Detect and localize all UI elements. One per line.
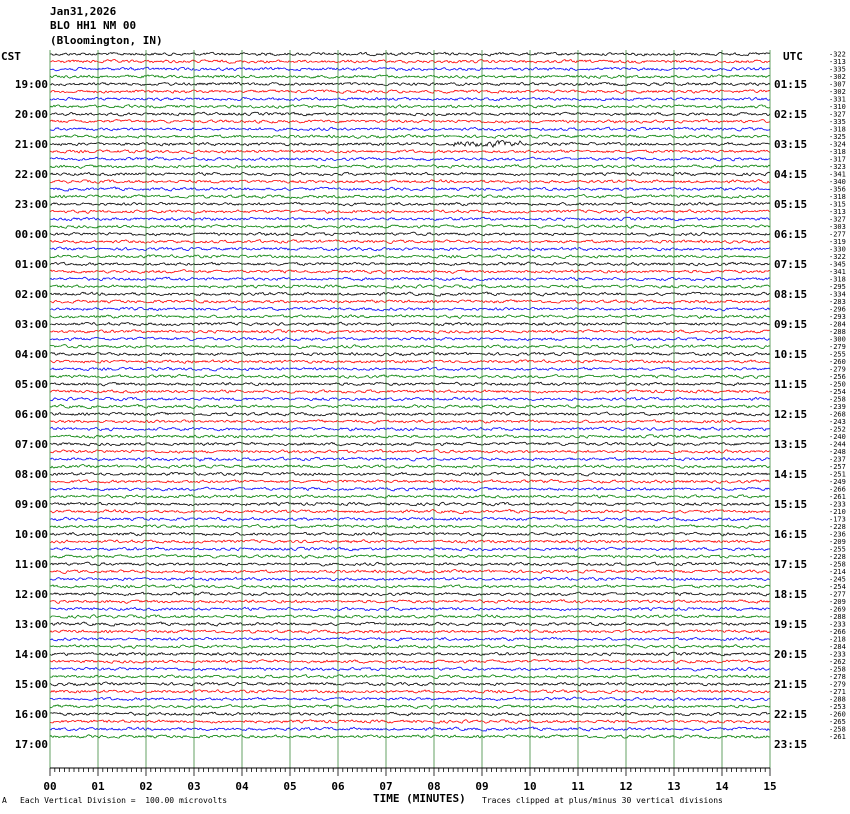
x-tick-label: 08 <box>427 780 441 793</box>
x-tick-label: 07 <box>379 780 393 793</box>
trace-line <box>50 607 770 610</box>
left-hour-label: 20:00 <box>14 108 48 121</box>
trace-offset-label: -283 <box>829 298 846 306</box>
trace-offset-label: -269 <box>829 605 846 614</box>
trace-offset-label: -277 <box>829 230 846 239</box>
trace-offset-label: -310 <box>829 103 846 111</box>
trace-line <box>50 157 770 161</box>
footer-mark: A <box>2 796 7 805</box>
trace-offset-label: -256 <box>829 373 846 381</box>
trace-offset-label: -255 <box>829 350 846 359</box>
trace-offset-label: -288 <box>829 328 846 336</box>
trace-offset-label: -258 <box>829 560 846 569</box>
trace-offset-label: -265 <box>829 718 846 726</box>
trace-line <box>50 547 770 551</box>
trace-offset-label: -345 <box>829 260 846 269</box>
trace-line <box>50 622 770 626</box>
trace-offset-label: -228 <box>829 553 846 561</box>
right-hour-label: 23:15 <box>774 738 808 751</box>
plot-date: Jan31,2026 <box>50 5 117 18</box>
trace-offset-label: -317 <box>829 155 846 164</box>
trace-line <box>50 217 770 221</box>
x-tick-label: 15 <box>763 780 777 793</box>
trace-offset-label: -260 <box>829 358 846 366</box>
trace-offset-label: -254 <box>829 583 846 591</box>
trace-offset-label: -322 <box>829 253 846 261</box>
trace-line <box>50 292 770 296</box>
trace-offset-label: -295 <box>829 283 846 291</box>
trace-line <box>50 540 770 544</box>
trace-line <box>50 195 770 199</box>
right-hour-label: 06:15 <box>774 228 808 241</box>
trace-offset-label: -340 <box>829 178 846 186</box>
trace-offset-label: -255 <box>829 545 846 554</box>
x-tick-label: 03 <box>187 780 201 793</box>
left-hour-label: 01:00 <box>14 258 48 271</box>
trace-line <box>50 495 770 499</box>
trace-offset-label: -218 <box>829 635 846 644</box>
trace-offset-label: -327 <box>829 110 846 119</box>
trace-line <box>50 141 770 148</box>
trace-offset-label: -261 <box>829 493 846 501</box>
trace-line <box>50 270 770 274</box>
trace-line <box>50 187 770 191</box>
trace-line <box>50 277 770 281</box>
right-hour-label: 01:15 <box>774 78 808 91</box>
trace-offset-label: -214 <box>829 568 846 576</box>
x-tick-label: 13 <box>667 780 681 793</box>
trace-line <box>50 652 770 656</box>
trace-line <box>50 255 770 259</box>
trace-line <box>50 517 770 521</box>
trace-offset-label: -341 <box>829 170 846 179</box>
trace-line <box>50 90 770 94</box>
trace-offset-label: -279 <box>829 365 846 374</box>
left-hour-label: 04:00 <box>14 348 48 361</box>
trace-line <box>50 180 770 184</box>
right-hour-label: 04:15 <box>774 168 808 181</box>
right-hour-label: 20:15 <box>774 648 808 661</box>
right-hour-label: 18:15 <box>774 588 808 601</box>
trace-line <box>50 464 770 468</box>
trace-offset-label: -258 <box>829 725 846 734</box>
x-tick-label: 04 <box>235 780 249 793</box>
trace-offset-label: -240 <box>829 433 846 441</box>
trace-line <box>50 682 770 686</box>
trace-line <box>50 577 770 581</box>
x-tick-label: 10 <box>523 780 537 793</box>
trace-line <box>50 262 770 266</box>
trace-line <box>50 112 770 116</box>
trace-offset-label: -236 <box>829 530 846 539</box>
trace-offset-label: -260 <box>829 710 846 719</box>
trace-offset-label: -266 <box>829 485 846 494</box>
trace-offset-label: -293 <box>829 313 846 321</box>
trace-line <box>50 367 770 371</box>
trace-line <box>50 427 770 431</box>
x-tick-label: 11 <box>571 780 585 793</box>
trace-line <box>50 232 770 236</box>
trace-offset-label: -278 <box>829 673 846 681</box>
trace-offset-label: -296 <box>829 305 846 314</box>
trace-line <box>50 480 770 484</box>
trace-line <box>50 105 770 109</box>
trace-offset-label: -277 <box>829 590 846 599</box>
trace-line <box>50 127 770 131</box>
trace-line <box>50 52 770 56</box>
left-timezone: CST <box>1 50 21 63</box>
trace-offset-label: -302 <box>829 88 846 96</box>
right-hour-label: 09:15 <box>774 318 808 331</box>
trace-line <box>50 307 770 311</box>
trace-offset-label: -323 <box>829 163 846 171</box>
trace-line <box>50 210 770 214</box>
trace-line <box>50 300 770 304</box>
left-hour-label: 16:00 <box>14 708 48 721</box>
trace-offset-label: -228 <box>829 523 846 531</box>
trace-offset-label: -284 <box>829 320 846 329</box>
trace-line <box>50 225 770 229</box>
trace-line <box>50 592 770 596</box>
left-hour-label: 10:00 <box>14 528 48 541</box>
trace-line <box>50 330 770 334</box>
left-hour-label: 11:00 <box>14 558 48 571</box>
left-hour-label: 19:00 <box>14 78 48 91</box>
trace-offset-label: -233 <box>829 650 846 659</box>
left-hour-label: 17:00 <box>14 738 48 751</box>
trace-line <box>50 285 770 289</box>
left-hour-label: 00:00 <box>14 228 48 241</box>
trace-offset-label: -248 <box>829 448 846 456</box>
trace-line <box>50 637 770 641</box>
trace-offset-label: -245 <box>829 575 846 584</box>
trace-offset-label: -331 <box>829 95 846 104</box>
trace-offset-label: -243 <box>829 418 846 426</box>
left-hour-label: 21:00 <box>14 138 48 151</box>
trace-line <box>50 375 770 379</box>
trace-offset-label: -288 <box>829 695 846 704</box>
trace-line <box>50 397 770 401</box>
trace-offset-label: -288 <box>829 613 846 621</box>
trace-line <box>50 75 770 79</box>
left-hour-label: 15:00 <box>14 678 48 691</box>
trace-offset-label: -251 <box>829 470 846 479</box>
trace-line <box>50 510 770 514</box>
trace-offset-label: -324 <box>829 140 846 149</box>
trace-lines <box>50 52 770 738</box>
trace-offset-label: -237 <box>829 455 846 464</box>
trace-offset-label: -307 <box>829 80 846 89</box>
trace-line <box>50 240 770 244</box>
trace-line <box>50 345 770 349</box>
trace-offset-label: -356 <box>829 185 846 194</box>
right-timezone: UTC <box>783 50 803 63</box>
left-hour-label: 08:00 <box>14 468 48 481</box>
trace-line <box>50 412 770 416</box>
trace-offset-label: -341 <box>829 268 846 276</box>
trace-line <box>50 352 770 356</box>
clip-note: Traces clipped at plus/minus 30 vertical divisions <box>482 796 723 805</box>
trace-offset-label: -254 <box>829 388 846 396</box>
trace-offset-label: -334 <box>829 290 846 299</box>
trace-line <box>50 585 770 589</box>
trace-offset-label: -313 <box>829 58 846 66</box>
trace-offset-label: -209 <box>829 538 846 546</box>
trace-line <box>50 382 770 386</box>
trace-line <box>50 727 770 731</box>
trace-offset-label: -318 <box>829 125 846 134</box>
x-tick-label: 05 <box>283 780 297 793</box>
trace-offset-label: -258 <box>829 395 846 404</box>
trace-offset-label: -268 <box>829 410 846 419</box>
trace-offset-label: -252 <box>829 425 846 434</box>
left-hour-label: 06:00 <box>14 408 48 421</box>
trace-line <box>50 450 770 454</box>
trace-line <box>50 735 770 739</box>
trace-offset-label: -327 <box>829 215 846 224</box>
right-hour-label: 02:15 <box>774 108 808 121</box>
trace-offset-label: -271 <box>829 688 846 696</box>
trace-line <box>50 720 770 724</box>
left-hour-label: 13:00 <box>14 618 48 631</box>
left-hour-label: 14:00 <box>14 648 48 661</box>
trace-line <box>50 390 770 393</box>
left-hour-label: 03:00 <box>14 318 48 331</box>
trace-offset-label: -262 <box>829 658 846 666</box>
trace-offset-label: -249 <box>829 478 846 486</box>
trace-offset-label: -210 <box>829 508 846 516</box>
trace-offset-label: -257 <box>829 463 846 471</box>
trace-line <box>50 667 770 671</box>
trace-line <box>50 360 770 364</box>
left-hour-label: 07:00 <box>14 438 48 451</box>
trace-line <box>50 315 770 319</box>
x-tick-label: 06 <box>331 780 345 793</box>
trace-line <box>50 615 770 619</box>
right-hour-label: 17:15 <box>774 558 808 571</box>
trace-offset-label: -318 <box>829 275 846 284</box>
trace-line <box>50 337 770 341</box>
trace-offset-label: -266 <box>829 628 846 636</box>
trace-line <box>50 67 770 71</box>
trace-offset-label: -300 <box>829 335 846 344</box>
trace-line <box>50 165 770 169</box>
trace-line <box>50 705 770 709</box>
right-hour-label: 07:15 <box>774 258 808 271</box>
trace-offset-label: -319 <box>829 238 846 246</box>
trace-offset-label: -173 <box>829 515 846 524</box>
trace-line <box>50 712 770 716</box>
trace-offset-label: -315 <box>829 200 846 209</box>
trace-offset-label: -284 <box>829 643 846 651</box>
trace-line <box>50 172 770 176</box>
trace-offset-label: -233 <box>829 620 846 629</box>
trace-line <box>50 525 770 529</box>
trace-offset-label: -239 <box>829 403 846 411</box>
trace-line <box>50 532 770 536</box>
trace-offset-label: -335 <box>829 118 846 126</box>
trace-offset-label: -325 <box>829 133 846 141</box>
trace-line <box>50 202 770 206</box>
scale-note: Each Vertical Division = 100.00 microvolts <box>20 796 228 805</box>
right-hour-label: 10:15 <box>774 348 808 361</box>
trace-line <box>50 442 770 446</box>
trace-offset-labels <box>829 51 846 742</box>
trace-offset-label: -318 <box>829 148 846 156</box>
trace-line <box>50 630 770 634</box>
trace-line <box>50 555 770 559</box>
x-tick-label: 02 <box>139 780 153 793</box>
station-code: BLO HH1 NM 00 <box>50 19 137 32</box>
x-tick-label: 09 <box>475 780 489 793</box>
trace-offset-label: -313 <box>829 208 846 216</box>
x-tick-label: 01 <box>91 780 105 793</box>
trace-line <box>50 502 770 506</box>
trace-line <box>50 420 770 424</box>
trace-offset-label: -244 <box>829 440 846 449</box>
right-hour-label: 21:15 <box>774 678 808 691</box>
left-hour-label: 09:00 <box>14 498 48 511</box>
x-tick-label: 00 <box>43 780 57 793</box>
trace-offset-label: -322 <box>829 50 846 59</box>
left-hour-label: 05:00 <box>14 378 48 391</box>
trace-offset-label: -302 <box>829 73 846 81</box>
trace-line <box>50 435 770 439</box>
trace-offset-label: -279 <box>829 680 846 689</box>
trace-line <box>50 675 770 679</box>
x-tick-label: 12 <box>619 780 633 793</box>
right-hour-label: 22:15 <box>774 708 808 721</box>
trace-offset-label: -209 <box>829 598 846 606</box>
trace-offset-label: -318 <box>829 193 846 201</box>
trace-line <box>50 472 770 476</box>
trace-line <box>50 487 770 491</box>
right-hour-label: 16:15 <box>774 528 808 541</box>
trace-line <box>50 405 770 409</box>
trace-line <box>50 569 770 573</box>
trace-line <box>50 645 770 649</box>
right-hour-label: 19:15 <box>774 618 808 631</box>
left-hour-label: 23:00 <box>14 198 48 211</box>
trace-line <box>50 697 770 701</box>
trace-line <box>50 120 770 124</box>
trace-line <box>50 322 770 326</box>
station-location: (Bloomington, IN) <box>50 34 163 47</box>
x-axis-label: TIME (MINUTES) <box>373 792 466 805</box>
trace-line <box>50 562 770 566</box>
trace-line <box>50 247 770 251</box>
trace-line <box>50 134 770 138</box>
trace-line <box>50 60 770 64</box>
trace-offset-label: -330 <box>829 245 846 254</box>
trace-line <box>50 600 770 604</box>
trace-line <box>50 457 770 461</box>
trace-offset-label: -233 <box>829 500 846 509</box>
left-hour-label: 12:00 <box>14 588 48 601</box>
trace-offset-label: -250 <box>829 380 846 389</box>
right-hour-label: 05:15 <box>774 198 808 211</box>
x-axis <box>43 768 776 793</box>
right-hour-label: 08:15 <box>774 288 808 301</box>
right-hour-label: 15:15 <box>774 498 808 511</box>
right-hour-label: 13:15 <box>774 438 808 451</box>
x-tick-label: 14 <box>715 780 729 793</box>
trace-line <box>50 97 770 100</box>
right-hour-label: 12:15 <box>774 408 808 421</box>
trace-offset-label: -279 <box>829 343 846 351</box>
right-hour-label: 03:15 <box>774 138 808 151</box>
trace-line <box>50 690 770 694</box>
trace-line <box>50 82 770 86</box>
left-hour-label: 22:00 <box>14 168 48 181</box>
trace-line <box>50 150 770 154</box>
trace-line <box>50 660 770 664</box>
trace-offset-label: -258 <box>829 665 846 674</box>
trace-offset-label: -253 <box>829 703 846 711</box>
right-hour-label: 11:15 <box>774 378 808 391</box>
trace-offset-label: -335 <box>829 65 846 74</box>
trace-offset-label: -261 <box>829 733 846 741</box>
trace-offset-label: -303 <box>829 223 846 231</box>
left-hour-label: 02:00 <box>14 288 48 301</box>
right-hour-label: 14:15 <box>774 468 808 481</box>
